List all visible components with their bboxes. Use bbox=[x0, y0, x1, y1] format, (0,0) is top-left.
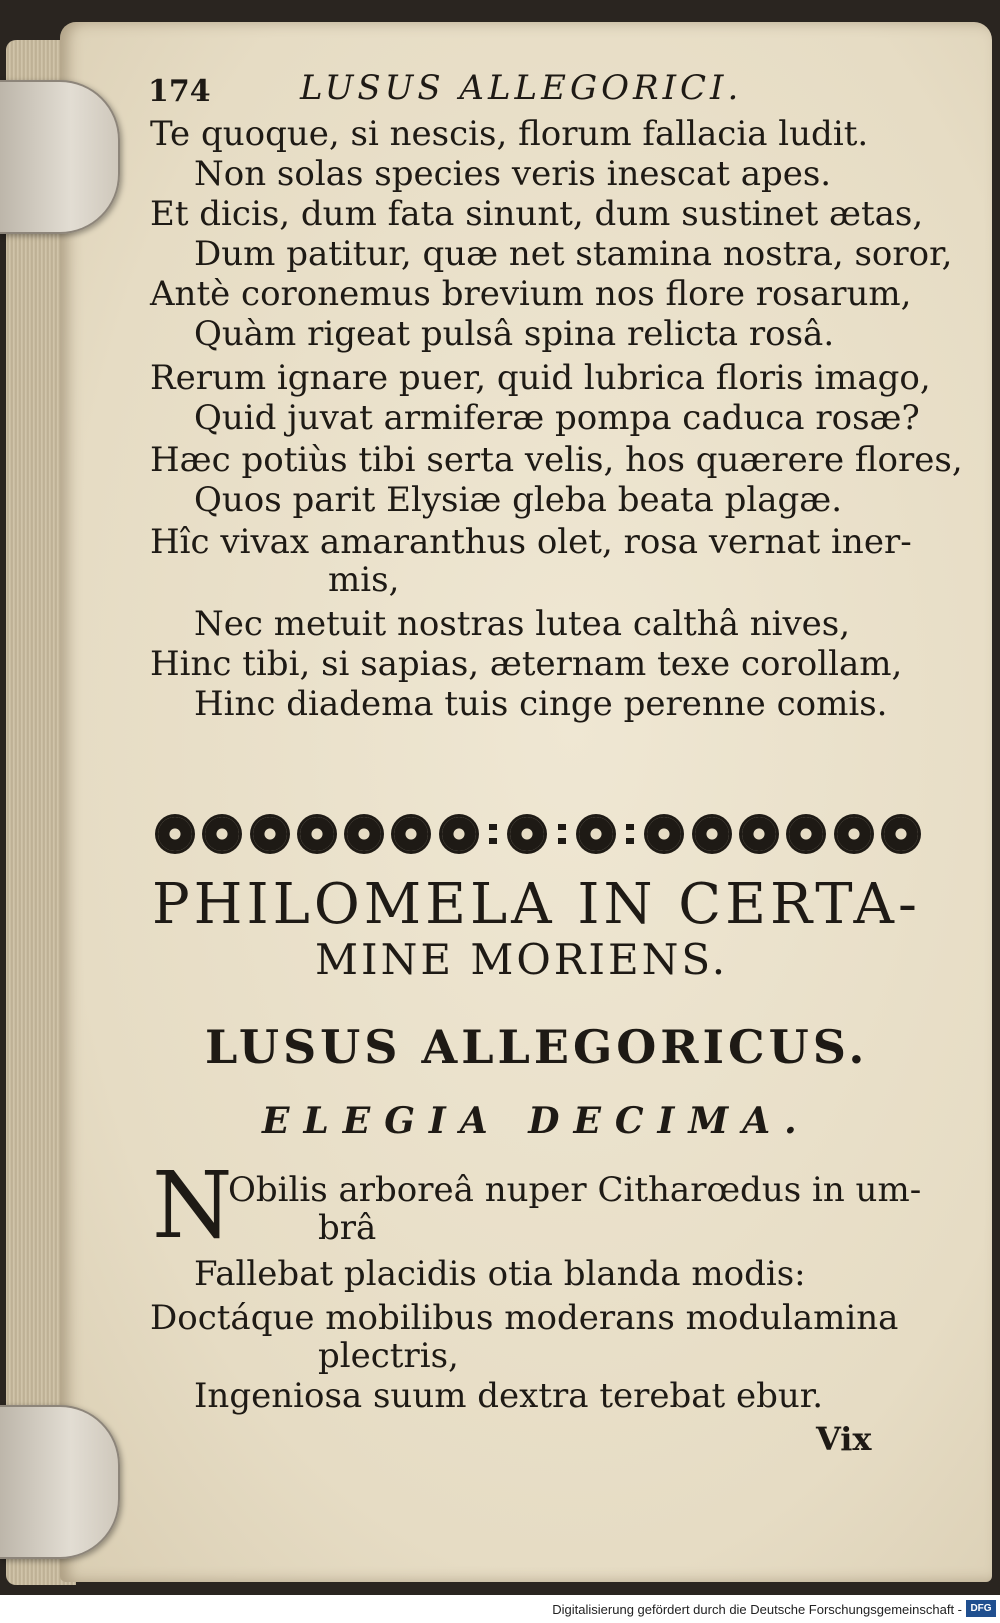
printers-ornament-row bbox=[158, 812, 918, 856]
running-head: LUSUS ALLEGORICI. bbox=[300, 68, 743, 108]
rosette-ornament bbox=[837, 817, 871, 851]
poem-title-continued: MINE MORIENS. bbox=[315, 935, 729, 984]
book-clip-top bbox=[0, 80, 120, 234]
verse-line: Fallebat placidis otia blanda modis: bbox=[194, 1254, 806, 1294]
rosette-ornament bbox=[695, 817, 729, 851]
verse-line: mis, bbox=[328, 560, 400, 600]
rosette-ornament bbox=[205, 817, 239, 851]
rosette-ornament bbox=[789, 817, 823, 851]
rosette-ornament bbox=[884, 817, 918, 851]
rosette-ornament bbox=[442, 817, 476, 851]
verse-line: Hinc tibi, si sapias, æternam texe corollam, bbox=[150, 644, 903, 684]
rosette-ornament bbox=[579, 817, 613, 851]
verse-line: Obilis arboreâ nuper Citharœdus in um- bbox=[228, 1170, 922, 1210]
verse-line: Te quoque, si nescis, florum fallacia ludit. bbox=[150, 114, 869, 154]
verse-line: Dum patitur, quæ net stamina nostra, soror, bbox=[194, 234, 953, 274]
colon-ornament bbox=[626, 824, 634, 844]
page-number: 174 bbox=[148, 74, 211, 109]
colon-ornament bbox=[489, 824, 497, 844]
verse-line: Quos parit Elysiæ gleba beata plagæ. bbox=[194, 480, 843, 520]
verse-line: Quid juvat armiferæ pompa caduca rosæ? bbox=[194, 398, 920, 438]
poem-title: PHILOMELA IN CERTA- bbox=[152, 872, 921, 937]
catchword: Vix bbox=[816, 1420, 872, 1458]
verse-line: Hæc potiùs tibi serta velis, hos quærere flores, bbox=[150, 440, 963, 480]
rosette-ornament bbox=[253, 817, 287, 851]
verse-line: Nec metuit nostras lutea calthâ nives, bbox=[194, 604, 851, 644]
drop-cap: N bbox=[152, 1152, 233, 1259]
verse-line: Rerum ignare puer, quid lubrica floris imago, bbox=[150, 358, 931, 398]
verse-line: brâ bbox=[318, 1208, 377, 1248]
rosette-ornament bbox=[742, 817, 776, 851]
verse-line: Hîc vivax amaranthus olet, rosa vernat iner- bbox=[150, 522, 912, 562]
rosette-ornament bbox=[647, 817, 681, 851]
rosette-ornament bbox=[347, 817, 381, 851]
verse-line: Doctáque mobilibus moderans modulamina bbox=[150, 1298, 899, 1338]
book-clip-bottom bbox=[0, 1405, 120, 1559]
colon-ornament bbox=[558, 824, 566, 844]
verse-line: Hinc diadema tuis cinge perenne comis. bbox=[194, 684, 888, 724]
rosette-ornament bbox=[510, 817, 544, 851]
elegy-heading: ELEGIA DECIMA. bbox=[262, 1100, 811, 1142]
verse-line: Antè coronemus brevium nos flore rosarum, bbox=[150, 274, 912, 314]
dfg-logo: DFG bbox=[966, 1600, 996, 1617]
verse-line: plectris, bbox=[318, 1336, 459, 1376]
rosette-ornament bbox=[394, 817, 428, 851]
rosette-ornament bbox=[300, 817, 334, 851]
funding-credit: Digitalisierung gefördert durch die Deutsche Forschungsgemeinschaft - bbox=[552, 1602, 962, 1617]
rosette-ornament bbox=[158, 817, 192, 851]
poem-subtitle: LUSUS ALLEGORICUS. bbox=[205, 1020, 869, 1074]
verse-line: Quàm rigeat pulsâ spina relicta rosâ. bbox=[194, 314, 835, 354]
verse-line: Non solas species veris inescat apes. bbox=[194, 154, 832, 194]
verse-line: Ingeniosa suum dextra terebat ebur. bbox=[194, 1376, 824, 1416]
digitization-footer bbox=[0, 1595, 1000, 1623]
verse-line: Et dicis, dum fata sinunt, dum sustinet ætas, bbox=[150, 194, 924, 234]
